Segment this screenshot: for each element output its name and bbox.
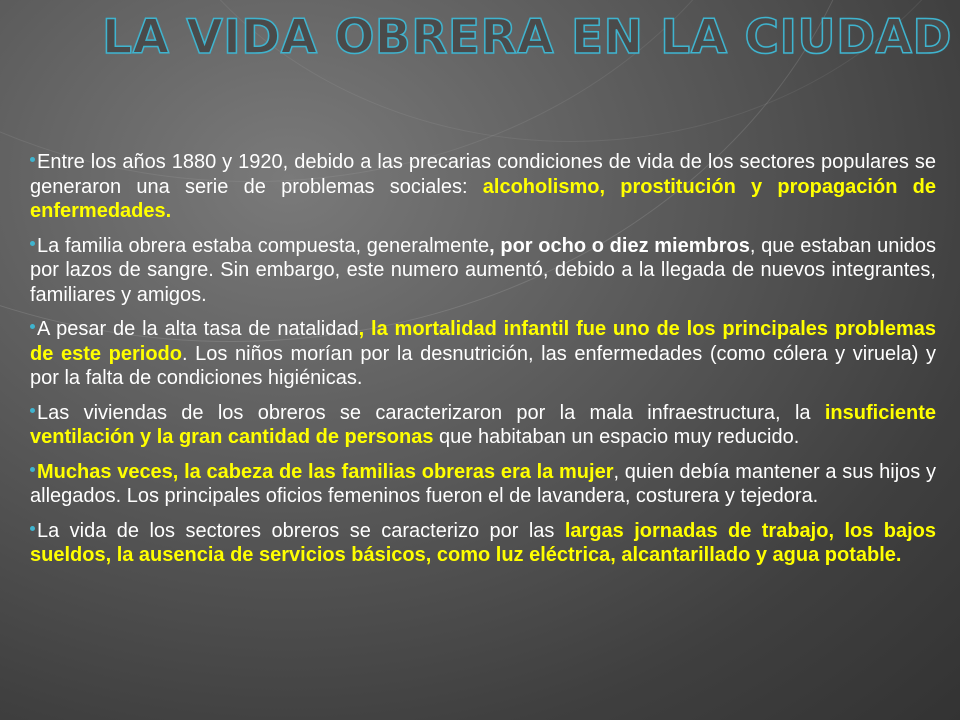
- paragraph-text: A pesar de la alta tasa de natalidad: [37, 318, 359, 340]
- slide-title: LA VIDA OBRERA EN LA CIUDAD: [102, 10, 952, 65]
- paragraph-text: , quien debía mantener a sus hijos y allegados. Los principales oficios femeninos fueron el de lavandera, costurera y tejedora.: [30, 460, 936, 507]
- bullet-paragraph: [30, 519, 936, 568]
- paragraph-text: Entre los años 1880 y 1920, debido a las precarias condiciones de vida de los sectores populares se generaron una serie de problemas sociales:: [30, 151, 936, 198]
- highlighted-text: largas jornadas de trabajo, los bajos sueldos, la ausencia de servicios básicos, como luz eléctrica, alcantarillado y agua potable.: [30, 519, 937, 566]
- paragraph-text: , que estaban unidos por lazos de sangre. Sin embargo, este numero aumentó, debido a la llegada de nuevos integrantes, familiares y amigos.: [30, 234, 937, 306]
- bullet-paragraph: [30, 234, 936, 308]
- bullet-paragraph: [30, 317, 936, 391]
- paragraph-text: La vida de los sectores obreros se caracterizo por las: [37, 519, 565, 542]
- bullet-icon: [30, 467, 35, 472]
- bullet-icon: [30, 324, 35, 329]
- bullet-paragraph: [30, 150, 936, 224]
- highlighted-text: Muchas veces, la cabeza de las familias obreras era la mujer: [37, 460, 614, 483]
- bold-text: , por ocho o diez miembros: [489, 234, 750, 257]
- highlighted-text: insuficiente ventilación y la gran cantidad de personas: [30, 401, 936, 448]
- bullet-icon: [30, 408, 35, 413]
- bullet-paragraph: [30, 460, 936, 509]
- bullet-icon: [30, 526, 35, 531]
- bullet-icon: [30, 157, 35, 162]
- paragraph-text: La familia obrera estaba compuesta, generalmente: [37, 234, 490, 257]
- paragraph-text: que habitaban un espacio muy reducido.: [433, 426, 800, 448]
- bullet-paragraph: [30, 401, 936, 450]
- paragraph-text: Las viviendas de los obreros se caracterizaron por la mala infraestructura, la: [37, 401, 825, 424]
- highlighted-text: alcoholismo, prostitución y propagación de enfermedades.: [30, 175, 936, 222]
- highlighted-text: , la mortalidad infantil fue uno de los principales problemas de este periodo: [30, 318, 936, 365]
- bullet-icon: [30, 241, 35, 246]
- paragraph-text: . Los niños morían por la desnutrición, las enfermedades (como cólera y viruela) y por la falta de condiciones higiénicas.: [30, 342, 936, 389]
- slide-body: [30, 150, 936, 578]
